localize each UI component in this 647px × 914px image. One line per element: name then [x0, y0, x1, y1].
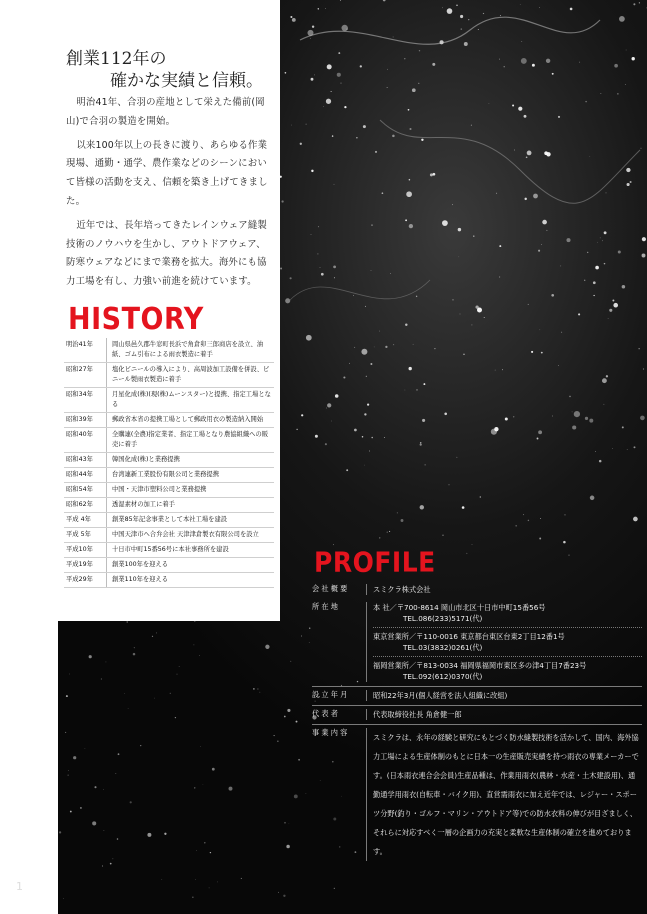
history-event: 十日市中町15番56号に本社事務所を建設 — [107, 543, 275, 558]
intro-paragraph: 以来100年以上の長きに渡り、あらゆる作業現場、通勤・通学、農作業などのシーンにおいて皆様の活動を支え、信頼を築き上げてきました。 — [66, 139, 268, 207]
headline-line-1: 創業112年の — [66, 49, 167, 69]
history-event: 創業100年を迎える — [107, 558, 275, 573]
history-era: 平成 5年 — [64, 528, 107, 543]
history-event: 月星化成(株)(現(株)ムーンスター)と提携、指定工場となる — [107, 388, 275, 413]
history-era: 平成 4年 — [64, 513, 107, 528]
history-era: 昭和44年 — [64, 468, 107, 483]
history-row — [64, 498, 274, 513]
page-number: 1 — [16, 880, 23, 893]
profile-label: 代表者 — [312, 709, 341, 718]
history-event: 塩化ビニールの導入により、高周波加工設備を併設、ビニール製雨衣製造に着手 — [107, 363, 275, 388]
history-era: 昭和39年 — [64, 413, 107, 428]
history-era: 昭和43年 — [64, 453, 107, 468]
profile-title: PROFILE — [314, 546, 436, 578]
profile-label: 所在地 — [312, 602, 341, 611]
profile-label: 会社概要 — [312, 584, 350, 593]
headline — [66, 48, 276, 92]
history-row — [64, 573, 274, 588]
history-event: 中国天津市へ合弁会社 天津津倉製衣有限公司を設立 — [107, 528, 275, 543]
history-event: 創業110年を迎える — [107, 573, 275, 588]
history-row — [64, 363, 274, 388]
history-row — [64, 388, 274, 413]
profile-value: スミクラは、永年の経験と研究にもとづく防水縫製技術を活かして、国内、海外協力工場による生産体制のもとに日本一の生産販売実績を持つ雨衣の専業メーカーです。(日本雨衣連合会会員)生産品種は、作業用雨衣(農林・水産・土木建設用)、通勤通学用雨衣(自転車・バイク用)、直営需雨衣に加え近年では、レジャー・スポーツ分野(釣り・ゴルフ・マリン・アウトドア等)での防水衣料の伸びが目ざましく、それらに対応すべく一層の企画力の充実と柔軟な生産体制の確立を進めております。 — [366, 728, 642, 861]
history-row — [64, 453, 274, 468]
profile-value: 代表取締役社長 角倉健一郎 — [366, 709, 642, 720]
history-era: 明治41年 — [64, 338, 107, 363]
profile-label: 設立年月 — [312, 690, 350, 699]
history-event: 中国・天津市塑料公司と業務提携 — [107, 483, 275, 498]
profile-row-founded — [312, 686, 642, 705]
history-era: 平成19年 — [64, 558, 107, 573]
history-event: 全購連(全農)指定業者、指定工場となり農協組織への販売に着手 — [107, 428, 275, 453]
profile-row-representative — [312, 705, 642, 724]
fukuoka-office-tel: TEL.092(612)0370(代) — [403, 672, 483, 681]
history-row — [64, 413, 274, 428]
fukuoka-office-address: 福岡営業所／〒813-0034 福岡県福岡市東区多の津4丁目7番23号 TEL.092(612)0370(代) — [373, 656, 642, 682]
history-event: 創業85年記念事業として本社工場を建設 — [107, 513, 275, 528]
history-event: 韓国化成(株)と業務提携 — [107, 453, 275, 468]
profile-label: 事業内容 — [312, 728, 350, 737]
history-row — [64, 338, 274, 363]
profile-row-address — [312, 599, 642, 686]
history-era: 昭和54年 — [64, 483, 107, 498]
history-row — [64, 428, 274, 453]
history-era: 昭和62年 — [64, 498, 107, 513]
intro-text — [66, 94, 270, 297]
profile-row-business — [312, 724, 642, 865]
head-office-address: 本 社／〒700-8614 岡山市北区十日市中町15番56号 TEL.086(233)5171(代) — [373, 602, 642, 624]
headline-line-2: 確かな実績と信頼。 — [110, 71, 263, 91]
history-row — [64, 528, 274, 543]
profile-row-company — [312, 581, 642, 599]
history-row — [64, 468, 274, 483]
history-era: 昭和34年 — [64, 388, 107, 413]
profile-value: 昭和22年3月(個人経営を法人組織に改組) — [366, 690, 642, 701]
history-event: 郵政省本省の提携工場として郵政用衣の製造納入開始 — [107, 413, 275, 428]
head-office-tel: TEL.086(233)5171(代) — [403, 614, 483, 623]
history-row — [64, 513, 274, 528]
history-era: 昭和40年 — [64, 428, 107, 453]
history-event: 台湾連新工業股份有限公司と業務提携 — [107, 468, 275, 483]
history-row — [64, 543, 274, 558]
tokyo-office-tel: TEL.03(3832)0261(代) — [403, 643, 483, 652]
intro-paragraph: 近年では、長年培ってきたレインウェア縫製技術のノウハウを生かし、アウトドアウェア、防寒ウェアなどにまで業務を拡大。海外にも協力工場を有し、力強い前進を続けています。 — [66, 219, 267, 288]
profile-value — [366, 602, 642, 682]
profile-table — [312, 581, 642, 865]
history-event: 透湿素材の加工に着手 — [107, 498, 275, 513]
history-era: 平成10年 — [64, 543, 107, 558]
page-margin — [0, 0, 58, 914]
history-event: 岡山県邑久郡牛窓町長浜で角倉卯三郎商店を設立、油紙、ゴム引布による雨衣製造に着手 — [107, 338, 275, 363]
history-row — [64, 558, 274, 573]
history-era: 昭和27年 — [64, 363, 107, 388]
tokyo-office-address: 東京営業所／〒110-0016 東京都台東区台東2丁目12番1号 TEL.03(3832)0261(代) — [373, 627, 642, 653]
profile-value: スミクラ株式会社 — [366, 584, 642, 595]
history-era: 平成29年 — [64, 573, 107, 588]
history-row — [64, 483, 274, 498]
intro-paragraph: 明治41年、合羽の産地として栄えた備前(岡山)で合羽の製造を開始。 — [66, 97, 265, 127]
history-table — [64, 338, 274, 588]
history-title: HISTORY — [68, 302, 204, 337]
